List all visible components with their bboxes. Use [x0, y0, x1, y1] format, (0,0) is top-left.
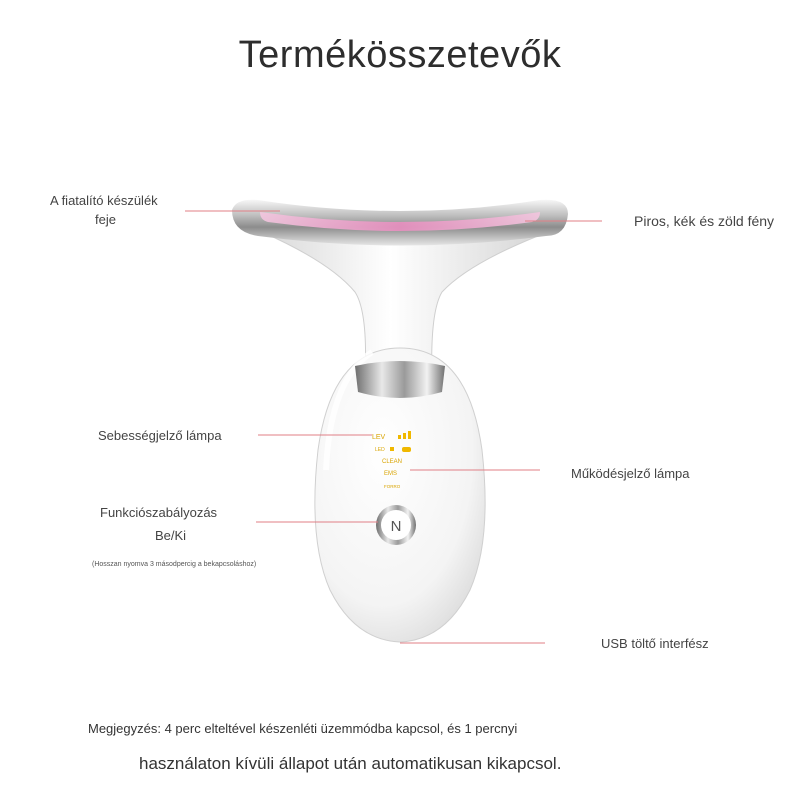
panel-forro: FORRO [384, 484, 401, 489]
page-title: Termékösszetevők [238, 34, 562, 76]
label-function-hint: (Hosszan nyomva 3 másodpercig a bekapcsoláshoz) [92, 561, 257, 568]
label-status-lamp: Működésjelző lámpa [571, 466, 690, 481]
note-line1: Megjegyzés: 4 perc elteltével készenléti üzemmódba kapcsol, és 1 percnyi [88, 721, 518, 736]
panel-lev: LEV [372, 434, 386, 441]
label-head-line1: A fiatalító készülék [50, 193, 158, 208]
label-speed-lamp: Sebességjelző lámpa [98, 428, 222, 443]
panel-clean: CLEAN [382, 459, 403, 465]
chrome-ring [355, 361, 445, 398]
label-function-line2: Be/Ki [155, 528, 187, 543]
label-head-line2: feje [95, 212, 116, 227]
label-function-line1: Funkciószabályozás [100, 505, 218, 520]
label-usb: USB töltő interfész [601, 636, 709, 651]
panel-ems: EMS [384, 471, 398, 477]
label-lights: Piros, kék és zöld fény [634, 213, 775, 229]
power-button-letter: N [390, 518, 402, 535]
panel-led: LED [375, 447, 385, 453]
note-line2: használaton kívüli állapot után automatikusan kikapcsol. [139, 754, 562, 773]
